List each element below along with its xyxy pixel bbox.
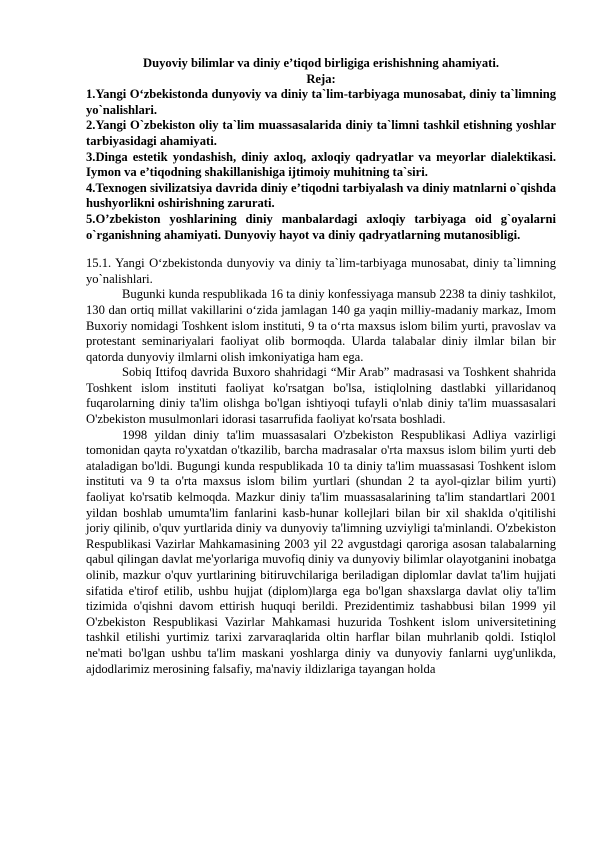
plan-list: [86, 87, 556, 243]
document-title: Duyoviy bilimlar va diniy e’tiqod birligiga erishishning ahamiyati.: [143, 56, 499, 70]
plan-item: 5.O’zbekiston yoshlarining diniy manbalardagi axloqiy tarbiyaga oid g`oyalarni o`rganishning ahamiyati. Dunyoviy hayot va diniy qadryatlarning mutanosibligi.: [86, 211, 556, 242]
plan-heading: Reja:: [306, 71, 336, 86]
section-heading: 15.1. Yangi O‘zbekistonda dunyoviy va diniy ta`lim-tarbiyaga munosabat, diniy ta`limning yo`nalishlari.: [86, 256, 556, 286]
plan-item: 2.Yangi O`zbekiston oliy ta`lim muassasalarida diniy ta`limni tashkil etishning yoshlar tarbiyasidagi ahamiyati.: [86, 118, 556, 148]
body-paragraph: 1998 yildan diniy ta'lim muassasalari O'zbekiston Respublikasi Adliya vazirligi tomonidan qayta ro'yxatdan o'tkazilib, barcha madrasalar o'rta maxsus islom bilim yurti deb ataladigan bo'ldi. Bugungi kunda respublikada 10 ta diniy ta'lim muassasasi Toshkent islom instituti va 9 ta o'rta maxsus islom bilim yurtlari (shundan 2 ta ayol-qizlar bilim yurti) faoliyat ko'rsatib kelmoqda. Mazkur diniy ta'lim muassasalarining ta'lim standartlari 2001 yildan boshlab umumta'lim fanlarini kasb-hunar kollejlari bilan bir xil shaklda o'qitilishi joriy qilinib, o'quv yurtlarida diniy va dunyoviy ta'limning uzviyligi ta'minlandi. O'zbekiston Respublikasi Vazirlar Mahkamasining 2003 yil 22 avgustdagi qaroriga asosan talabalarning qabul qilingan davlat me'yorlariga muvofiq diniy va dunyoviy bilimlar olayotganini inobatga olinib, mazkur o'quv yurtlarining bitiruvchilariga beriladigan diplomlar davlat ta'lim hujjati sifatida e'tirof etilib, ushbu hujjat (diplom)larga ega bo'lgan shaxslarga davlat oliy ta'lim tizimida o'qishni davom ettirish huquqi berildi. Prezidentimiz tashabbusi bilan 1999 yil O'zbekiston Respublikasi Vazirlar Mahkamasi huzurida Toshkent islom universitetining tashkil etilishi yurtimiz tarixi zarvaraqlarida oltin harflar bilan muhrlanib qoldi. Istiqlol ne'mati bo'lgan ushbu ta'lim maskani yoshlarga diniy va dunyoviy fanlarni uyg'unlikda, ajdodlarimiz merosining falsafiy, ma'naviy ildizlariga tayangan holda: [86, 427, 556, 676]
plan-item: 1.Yangi O‘zbekistonda dunyoviy va diniy ta`lim-tarbiyaga munosabat, diniy ta`limning yo`nalishlari.: [86, 87, 556, 117]
section-gap: [86, 243, 556, 256]
plan-item: 3.Dinga estetik yondashish, diniy axloq, axloqiy qadryatlar va meyorlar dialektikasi. Iymon va e’tiqodning shakillanishiga ijtimoiy muhitning ta`siri.: [86, 149, 556, 180]
body-paragraph: Bugunki kunda respublikada 16 ta diniy konfessiyaga mansub 2238 ta diniy tashkilot, 130 dan ortiq millat vakillarini o‘zida jamlagan 140 ga yaqin milliy-madaniy markaz, Imom Buxoriy nomidagi Toshkent islom instituti, 9 ta o‘rta maxsus islom bilim yurti, pravoslav va protestant seminariyalari faoliyat olib bormoqda. Ularda talabalar diniy ilmlar bilan bir qatorda dunyoviy ilmlarni olish imkoniyatiga ham ega.: [86, 287, 556, 364]
plan-item: 4.Texnogen sivilizatsiya davrida diniy e’tiqodni tarbiyalash va diniy matnlarni o`qishda hushyorlikni oshirishning zarurati.: [86, 180, 556, 211]
body-paragraph: Sobiq Ittifoq davrida Buxoro shahridagi “Mir Arab” madrasasi va Toshkent shahrida Toshkent islom instituti faoliyat ko'rsatgan bo'lsa, istiqlolning dastlabki yillaridanoq fuqarolarning diniy ta'lim olishga bo'lgan ishtiyoqi tufayli o'nlab diniy ta'lim muassasalari O'zbekiston musulmonlari idorasi tasarrufida faoliyat ko'rsata boshladi.: [86, 365, 556, 427]
